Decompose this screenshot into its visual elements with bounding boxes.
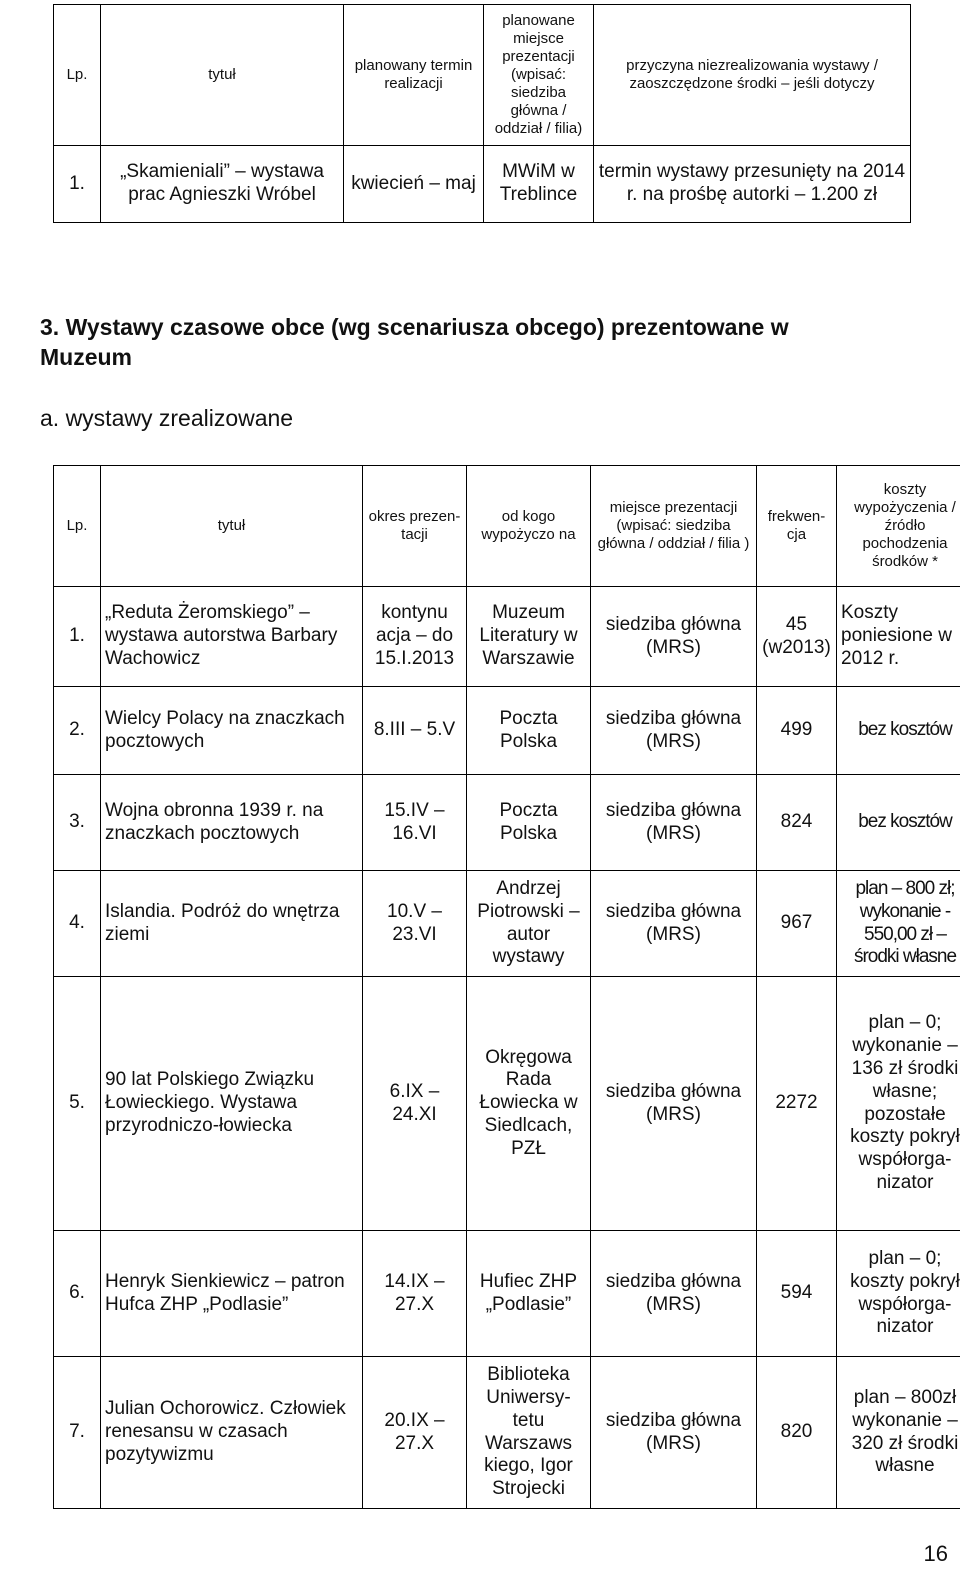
table-row <box>54 587 960 687</box>
cell-attendance: 967 <box>757 871 837 977</box>
header-place: planowane miejsce prezentacji (wpisać: siedziba główna / oddział / filia) <box>484 5 594 146</box>
cell-lp: 4. <box>54 871 101 977</box>
page-number: 16 <box>923 1541 948 1566</box>
header-title: tytuł <box>101 5 344 146</box>
cell-lender: Poczta Polska <box>467 687 591 775</box>
cell-period: 10.V – 23.VI <box>363 871 467 977</box>
cell-place: siedziba główna (MRS) <box>591 587 757 687</box>
unrealized-exhibitions-table <box>53 4 911 223</box>
header-lender: od kogo wypożyczo na <box>467 466 591 587</box>
cell-lp: 1. <box>54 146 101 223</box>
header-term: planowany termin realizacji <box>344 5 484 146</box>
cell-lender: Poczta Polska <box>467 775 591 871</box>
cell-attendance: 45 (w2013) <box>757 587 837 687</box>
header-place: miejsce prezentacji (wpisać: siedziba główna / oddział / filia ) <box>591 466 757 587</box>
cell-attendance: 2272 <box>757 977 837 1231</box>
table-row <box>54 977 960 1231</box>
cell-lp: 7. <box>54 1357 101 1509</box>
cell-lp: 5. <box>54 977 101 1231</box>
cell-period: 15.IV – 16.VI <box>363 775 467 871</box>
table-row <box>54 1231 960 1357</box>
cell-term: kwiecień – maj <box>344 146 484 223</box>
table-header-row <box>54 466 960 587</box>
header-lp: Lp. <box>54 466 101 587</box>
cell-place: MWiM w Treblince <box>484 146 594 223</box>
cell-period: kontynu acja – do 15.I.2013 <box>363 587 467 687</box>
cell-title: Julian Ochorowicz. Człowiek renesansu w czasach pozytywizmu <box>101 1357 363 1509</box>
cell-cost: plan – 0; koszty pokrył współorga-nizator <box>837 1231 960 1357</box>
cell-attendance: 499 <box>757 687 837 775</box>
cell-period: 6.IX – 24.XI <box>363 977 467 1231</box>
table-row <box>54 871 960 977</box>
header-reason: przyczyna niezrealizowania wystawy / zaoszczędzone środki – jeśli dotyczy <box>594 5 911 146</box>
cell-lender: Biblioteka Uniwersy-tetu Warszaws kiego, Igor Strojecki <box>467 1357 591 1509</box>
cell-lp: 6. <box>54 1231 101 1357</box>
header-attendance: frekwen-cja <box>757 466 837 587</box>
header-lp: Lp. <box>54 5 101 146</box>
cell-lender: Andrzej Piotrowski – autor wystawy <box>467 871 591 977</box>
table-row <box>54 146 911 223</box>
cell-lender: Muzeum Literatury w Warszawie <box>467 587 591 687</box>
cell-place: siedziba główna (MRS) <box>591 687 757 775</box>
header-cost: koszty wypożyczenia / źródło pochodzenia środków * <box>837 466 960 587</box>
cell-place: siedziba główna (MRS) <box>591 871 757 977</box>
realized-exhibitions-table <box>53 465 960 1509</box>
cell-cost: plan – 0; wykonanie – 136 zł środki własne; pozostałe koszty pokrył współorga-nizator <box>837 977 960 1231</box>
cell-cost: bez kosztów <box>837 775 960 871</box>
cell-title: 90 lat Polskiego Związku Łowieckiego. Wystawa przyrodniczo-łowiecka <box>101 977 363 1231</box>
cell-title: Henryk Sienkiewicz – patron Hufca ZHP „Podlasie” <box>101 1231 363 1357</box>
cell-attendance: 824 <box>757 775 837 871</box>
cell-lp: 3. <box>54 775 101 871</box>
cell-title: „Skamieniali” – wystawa prac Agnieszki Wróbel <box>101 146 344 223</box>
cell-cost: plan – 800 zł; wykonanie - 550,00 zł – środki własne <box>837 871 960 977</box>
cell-title: Wojna obronna 1939 r. na znaczkach pocztowych <box>101 775 363 871</box>
cell-place: siedziba główna (MRS) <box>591 1231 757 1357</box>
cell-place: siedziba główna (MRS) <box>591 775 757 871</box>
section-heading: 3. Wystawy czasowe obce (wg scenariusza obcego) prezentowane w Muzeum <box>40 314 789 370</box>
cell-title: Islandia. Podróż do wnętrza ziemi <box>101 871 363 977</box>
cell-place: siedziba główna (MRS) <box>591 1357 757 1509</box>
cell-lp: 2. <box>54 687 101 775</box>
header-title: tytuł <box>101 466 363 587</box>
cell-reason: termin wystawy przesunięty na 2014 r. na prośbę autorki – 1.200 zł <box>594 146 911 223</box>
cell-cost: plan – 800zł wykonanie – 320 zł środki własne <box>837 1357 960 1509</box>
cell-period: 8.III – 5.V <box>363 687 467 775</box>
table-row <box>54 687 960 775</box>
cell-period: 20.IX – 27.X <box>363 1357 467 1509</box>
cell-lender: Hufiec ZHP „Podlasie” <box>467 1231 591 1357</box>
cell-lender: Okręgowa Rada Łowiecka w Siedlcach, PZŁ <box>467 977 591 1231</box>
cell-period: 14.IX – 27.X <box>363 1231 467 1357</box>
table-row <box>54 775 960 871</box>
cell-lp: 1. <box>54 587 101 687</box>
cell-cost: bez kosztów <box>837 687 960 775</box>
header-period: okres prezen-tacji <box>363 466 467 587</box>
table-header-row <box>54 5 911 146</box>
subheading: a. wystawy zrealizowane <box>40 405 294 431</box>
cell-place: siedziba główna (MRS) <box>591 977 757 1231</box>
table-row <box>54 1357 960 1509</box>
cell-cost: Koszty poniesione w 2012 r. <box>837 587 960 687</box>
cell-attendance: 820 <box>757 1357 837 1509</box>
cell-title: Wielcy Polacy na znaczkach pocztowych <box>101 687 363 775</box>
cell-title: „Reduta Żeromskiego” – wystawa autorstwa Barbary Wachowicz <box>101 587 363 687</box>
cell-attendance: 594 <box>757 1231 837 1357</box>
